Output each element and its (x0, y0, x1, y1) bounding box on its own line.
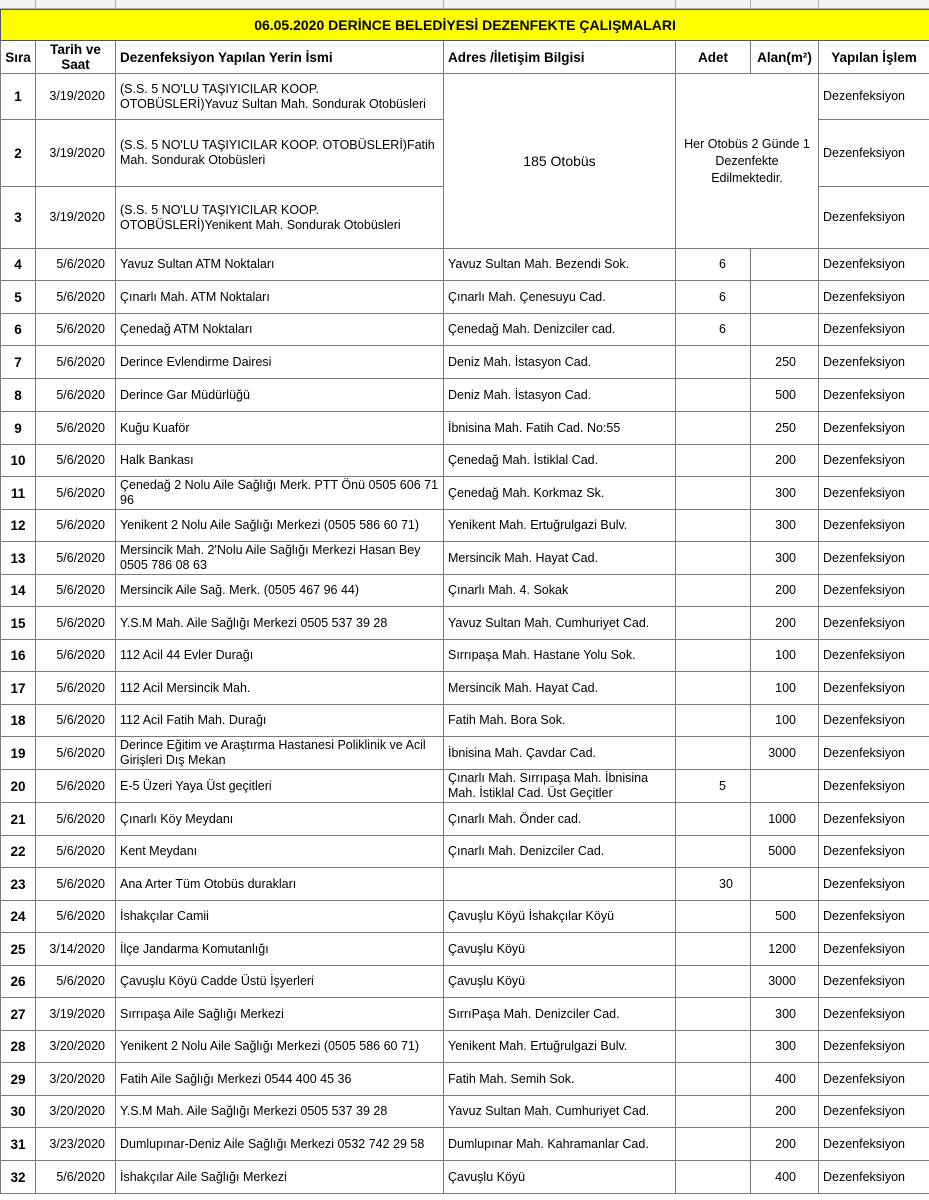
cell-sira: 19 (1, 737, 36, 770)
header-row (1, 41, 929, 74)
top-grid-strip (0, 0, 929, 9)
cell-islem: Dezenfeksiyon (819, 281, 929, 314)
cell-alan: 400 (751, 1161, 819, 1194)
cell-adet (676, 412, 751, 445)
cell-sira: 21 (1, 803, 36, 836)
cell-adres: Çavuşlu Köyü (444, 966, 676, 998)
cell-adres: Fatih Mah. Bora Sok. (444, 705, 676, 737)
cell-alan (751, 281, 819, 314)
cell-sira: 10 (1, 445, 36, 477)
cell-yer: 112 Acil Fatih Mah. Durağı (116, 705, 444, 737)
cell-adres: Fatih Mah. Semih Sok. (444, 1063, 676, 1096)
cell-adres-merged: 185 Otobüs (444, 74, 676, 249)
cell-adet-alan-merged: Her Otobüs 2 Günde 1 Dezenfekte Edilmektedir. (676, 74, 819, 249)
cell-adres: Çınarlı Mah. Sırrıpaşa Mah. İbnisina Mah. İstiklal Cad. Üst Geçitler (444, 770, 676, 803)
cell-alan: 300 (751, 477, 819, 510)
cell-adet (676, 1031, 751, 1063)
cell-islem: Dezenfeksiyon (819, 477, 929, 510)
cell-tarih: 3/20/2020 (36, 1096, 116, 1128)
cell-yer: Çavuşlu Köyü Cadde Üstü İşyerleri (116, 966, 444, 998)
cell-adres: Yavuz Sultan Mah. Cumhuriyet Cad. (444, 1096, 676, 1128)
table-row (1, 445, 929, 477)
cell-tarih: 5/6/2020 (36, 966, 116, 998)
cell-adet (676, 1128, 751, 1161)
table-row (1, 74, 929, 120)
cell-sira: 25 (1, 933, 36, 966)
cell-adet (676, 933, 751, 966)
header-alan: Alan(m²) (751, 41, 819, 74)
cell-islem: Dezenfeksiyon (819, 836, 929, 868)
cell-sira: 15 (1, 607, 36, 640)
cell-islem: Dezenfeksiyon (819, 737, 929, 770)
cell-adet (676, 901, 751, 933)
cell-tarih: 5/6/2020 (36, 510, 116, 542)
cell-tarih: 3/19/2020 (36, 998, 116, 1031)
cell-adres: Sırrıpaşa Mah. Hastane Yolu Sok. (444, 640, 676, 672)
cell-adet (676, 1063, 751, 1096)
cell-yer: Halk Bankası (116, 445, 444, 477)
table-row (1, 901, 929, 933)
table-body (1, 74, 929, 1194)
table-row (1, 346, 929, 379)
header-adet: Adet (676, 41, 751, 74)
table-row (1, 705, 929, 737)
cell-adres: Çınarlı Mah. Denizciler Cad. (444, 836, 676, 868)
cell-tarih: 3/19/2020 (36, 187, 116, 249)
table-row (1, 1096, 929, 1128)
table-row (1, 542, 929, 575)
cell-adet (676, 998, 751, 1031)
cell-sira: 8 (1, 379, 36, 412)
cell-sira: 23 (1, 868, 36, 901)
cell-adres: Deniz Mah. İstasyon Cad. (444, 379, 676, 412)
cell-yer: Çenedağ 2 Nolu Aile Sağlığı Merk. PTT Önü 0505 606 71 96 (116, 477, 444, 510)
cell-yer: Ana Arter Tüm Otobüs durakları (116, 868, 444, 901)
cell-islem: Dezenfeksiyon (819, 1128, 929, 1161)
cell-islem: Dezenfeksiyon (819, 314, 929, 346)
cell-yer: Derince Gar Müdürlüğü (116, 379, 444, 412)
cell-adet (676, 607, 751, 640)
table-row (1, 1128, 929, 1161)
cell-sira: 16 (1, 640, 36, 672)
cell-alan: 200 (751, 575, 819, 607)
cell-tarih: 5/6/2020 (36, 249, 116, 281)
table-row (1, 1031, 929, 1063)
cell-adres: Yavuz Sultan Mah. Cumhuriyet Cad. (444, 607, 676, 640)
cell-adres: SırrıPaşa Mah. Denizciler Cad. (444, 998, 676, 1031)
cell-islem: Dezenfeksiyon (819, 249, 929, 281)
cell-alan: 100 (751, 640, 819, 672)
cell-islem: Dezenfeksiyon (819, 74, 929, 120)
cell-sira: 6 (1, 314, 36, 346)
table-row (1, 281, 929, 314)
cell-alan: 3000 (751, 737, 819, 770)
table-row (1, 933, 929, 966)
cell-alan (751, 249, 819, 281)
cell-adet (676, 836, 751, 868)
cell-tarih: 5/6/2020 (36, 705, 116, 737)
cell-adet (676, 379, 751, 412)
cell-alan: 200 (751, 1128, 819, 1161)
cell-yer: Y.S.M Mah. Aile Sağlığı Merkezi 0505 537 39 28 (116, 1096, 444, 1128)
cell-islem: Dezenfeksiyon (819, 607, 929, 640)
cell-tarih: 5/6/2020 (36, 640, 116, 672)
cell-tarih: 3/14/2020 (36, 933, 116, 966)
cell-tarih: 5/6/2020 (36, 836, 116, 868)
cell-tarih: 5/6/2020 (36, 445, 116, 477)
cell-adet (676, 1096, 751, 1128)
table-row (1, 998, 929, 1031)
table-row (1, 868, 929, 901)
cell-tarih: 5/6/2020 (36, 868, 116, 901)
cell-tarih: 5/6/2020 (36, 672, 116, 705)
cell-adres: Yavuz Sultan Mah. Bezendi Sok. (444, 249, 676, 281)
cell-islem: Dezenfeksiyon (819, 1063, 929, 1096)
cell-sira: 24 (1, 901, 36, 933)
header-adres: Adres /İletişim Bilgisi (444, 41, 676, 74)
cell-adres: Mersincik Mah. Hayat Cad. (444, 672, 676, 705)
cell-adet (676, 640, 751, 672)
table-row (1, 836, 929, 868)
cell-islem: Dezenfeksiyon (819, 120, 929, 187)
cell-islem: Dezenfeksiyon (819, 379, 929, 412)
cell-tarih: 3/20/2020 (36, 1031, 116, 1063)
cell-sira: 28 (1, 1031, 36, 1063)
cell-adet (676, 477, 751, 510)
title-row (1, 10, 929, 41)
cell-sira: 3 (1, 187, 36, 249)
cell-tarih: 5/6/2020 (36, 346, 116, 379)
cell-sira: 22 (1, 836, 36, 868)
cell-tarih: 5/6/2020 (36, 803, 116, 836)
cell-alan: 1000 (751, 803, 819, 836)
cell-yer: Kuğu Kuaför (116, 412, 444, 445)
cell-sira: 31 (1, 1128, 36, 1161)
table-row (1, 314, 929, 346)
cell-sira: 29 (1, 1063, 36, 1096)
cell-yer: Yenikent 2 Nolu Aile Sağlığı Merkezi (0505 586 60 71) (116, 510, 444, 542)
table-row (1, 1063, 929, 1096)
cell-yer: Kent Meydanı (116, 836, 444, 868)
cell-adres: Çenedağ Mah. Korkmaz Sk. (444, 477, 676, 510)
disinfection-table (0, 9, 929, 1194)
cell-alan: 250 (751, 346, 819, 379)
cell-tarih: 5/6/2020 (36, 379, 116, 412)
cell-yer: Derince Evlendirme Dairesi (116, 346, 444, 379)
cell-alan: 300 (751, 1031, 819, 1063)
cell-islem: Dezenfeksiyon (819, 1096, 929, 1128)
cell-adres: Çenedağ Mah. İstiklal Cad. (444, 445, 676, 477)
table-row (1, 379, 929, 412)
cell-yer: 112 Acil 44 Evler Durağı (116, 640, 444, 672)
cell-adres: Çavuşlu Köyü (444, 933, 676, 966)
cell-adres: Çavuşlu Köyü (444, 1161, 676, 1194)
cell-islem: Dezenfeksiyon (819, 412, 929, 445)
cell-yer: (S.S. 5 NO'LU TAŞIYICILAR KOOP. OTOBÜSLERİ)Yavuz Sultan Mah. Sondurak Otobüsleri (116, 74, 444, 120)
cell-adres: Yenikent Mah. Ertuğrulgazi Bulv. (444, 510, 676, 542)
cell-islem: Dezenfeksiyon (819, 933, 929, 966)
header-tarih: Tarih ve Saat (36, 41, 116, 74)
cell-sira: 1 (1, 74, 36, 120)
cell-adet (676, 1161, 751, 1194)
cell-islem: Dezenfeksiyon (819, 510, 929, 542)
cell-sira: 11 (1, 477, 36, 510)
cell-adres: Mersincik Mah. Hayat Cad. (444, 542, 676, 575)
cell-sira: 5 (1, 281, 36, 314)
cell-alan: 5000 (751, 836, 819, 868)
cell-islem: Dezenfeksiyon (819, 445, 929, 477)
cell-adet (676, 737, 751, 770)
cell-alan (751, 314, 819, 346)
cell-yer: Çınarlı Mah. ATM Noktaları (116, 281, 444, 314)
cell-yer: 112 Acil Mersincik Mah. (116, 672, 444, 705)
cell-yer: Yenikent 2 Nolu Aile Sağlığı Merkezi (0505 586 60 71) (116, 1031, 444, 1063)
cell-yer: Mersincik Mah. 2'Nolu Aile Sağlığı Merkezi Hasan Bey 0505 786 08 63 (116, 542, 444, 575)
table-row (1, 477, 929, 510)
cell-adres (444, 868, 676, 901)
cell-tarih: 5/6/2020 (36, 542, 116, 575)
cell-islem: Dezenfeksiyon (819, 672, 929, 705)
cell-yer: Fatih Aile Sağlığı Merkezi 0544 400 45 36 (116, 1063, 444, 1096)
cell-adet (676, 542, 751, 575)
cell-alan: 200 (751, 607, 819, 640)
cell-alan: 500 (751, 901, 819, 933)
cell-alan: 200 (751, 445, 819, 477)
cell-sira: 17 (1, 672, 36, 705)
cell-islem: Dezenfeksiyon (819, 1161, 929, 1194)
cell-adres: Çavuşlu Köyü İshakçılar Köyü (444, 901, 676, 933)
cell-adet (676, 705, 751, 737)
cell-islem: Dezenfeksiyon (819, 575, 929, 607)
sheet-title: 06.05.2020 DERİNCE BELEDİYESİ DEZENFEKTE ÇALIŞMALARI (1, 10, 929, 41)
cell-sira: 13 (1, 542, 36, 575)
table-row (1, 640, 929, 672)
cell-alan: 3000 (751, 966, 819, 998)
cell-adres: İbnisina Mah. Fatih Cad. No:55 (444, 412, 676, 445)
cell-sira: 12 (1, 510, 36, 542)
cell-alan: 1200 (751, 933, 819, 966)
cell-sira: 7 (1, 346, 36, 379)
cell-alan: 300 (751, 510, 819, 542)
cell-sira: 20 (1, 770, 36, 803)
cell-yer: Çenedağ ATM Noktaları (116, 314, 444, 346)
cell-yer: İshakçılar Camii (116, 901, 444, 933)
cell-adres: Çenedağ Mah. Denizciler cad. (444, 314, 676, 346)
cell-adet (676, 966, 751, 998)
cell-alan (751, 868, 819, 901)
cell-yer: (S.S. 5 NO'LU TAŞIYICILAR KOOP. OTOBÜSLERİ)Fatih Mah. Sondurak Otobüsleri (116, 120, 444, 187)
cell-alan: 100 (751, 672, 819, 705)
cell-islem: Dezenfeksiyon (819, 1031, 929, 1063)
cell-alan: 500 (751, 379, 819, 412)
cell-yer: Y.S.M Mah. Aile Sağlığı Merkezi 0505 537 39 28 (116, 607, 444, 640)
cell-tarih: 5/6/2020 (36, 737, 116, 770)
cell-adres: Deniz Mah. İstasyon Cad. (444, 346, 676, 379)
cell-adet (676, 510, 751, 542)
cell-yer: Mersincik Aile Sağ. Merk. (0505 467 96 44) (116, 575, 444, 607)
header-yer: Dezenfeksiyon Yapılan Yerin İsmi (116, 41, 444, 74)
cell-tarih: 5/6/2020 (36, 770, 116, 803)
cell-alan: 100 (751, 705, 819, 737)
cell-adet: 30 (676, 868, 751, 901)
cell-tarih: 5/6/2020 (36, 575, 116, 607)
cell-sira: 9 (1, 412, 36, 445)
cell-sira: 32 (1, 1161, 36, 1194)
cell-islem: Dezenfeksiyon (819, 187, 929, 249)
cell-tarih: 5/6/2020 (36, 314, 116, 346)
cell-adet (676, 445, 751, 477)
cell-adres: Çınarlı Mah. 4. Sokak (444, 575, 676, 607)
table-row (1, 672, 929, 705)
cell-adet: 5 (676, 770, 751, 803)
cell-yer: (S.S. 5 NO'LU TAŞIYICILAR KOOP. OTOBÜSLERİ)Yenikent Mah. Sondurak Otobüsleri (116, 187, 444, 249)
cell-adet (676, 346, 751, 379)
table-row (1, 412, 929, 445)
cell-adet: 6 (676, 314, 751, 346)
cell-adet: 6 (676, 249, 751, 281)
cell-sira: 30 (1, 1096, 36, 1128)
cell-sira: 2 (1, 120, 36, 187)
cell-sira: 14 (1, 575, 36, 607)
cell-alan: 200 (751, 1096, 819, 1128)
table-row (1, 966, 929, 998)
cell-islem: Dezenfeksiyon (819, 640, 929, 672)
cell-alan: 400 (751, 1063, 819, 1096)
cell-yer: Dumlupınar-Deniz Aile Sağlığı Merkezi 0532 742 29 58 (116, 1128, 444, 1161)
cell-yer: Derince Eğitim ve Araştırma Hastanesi Poliklinik ve Acil Girişleri Dış Mekan (116, 737, 444, 770)
cell-yer: İlçe Jandarma Komutanlığı (116, 933, 444, 966)
cell-sira: 18 (1, 705, 36, 737)
cell-islem: Dezenfeksiyon (819, 901, 929, 933)
cell-yer: İshakçılar Aile Sağlığı Merkezi (116, 1161, 444, 1194)
cell-islem: Dezenfeksiyon (819, 803, 929, 836)
cell-islem: Dezenfeksiyon (819, 770, 929, 803)
cell-tarih: 5/6/2020 (36, 477, 116, 510)
cell-tarih: 5/6/2020 (36, 901, 116, 933)
cell-tarih: 3/20/2020 (36, 1063, 116, 1096)
cell-adres: Yenikent Mah. Ertuğrulgazi Bulv. (444, 1031, 676, 1063)
cell-islem: Dezenfeksiyon (819, 705, 929, 737)
cell-adres: Çınarlı Mah. Önder cad. (444, 803, 676, 836)
cell-islem: Dezenfeksiyon (819, 868, 929, 901)
cell-tarih: 5/6/2020 (36, 607, 116, 640)
cell-alan: 300 (751, 998, 819, 1031)
cell-adet: 6 (676, 281, 751, 314)
cell-alan: 300 (751, 542, 819, 575)
cell-islem: Dezenfeksiyon (819, 998, 929, 1031)
header-islem: Yapılan İşlem (819, 41, 929, 74)
cell-islem: Dezenfeksiyon (819, 966, 929, 998)
cell-alan (751, 770, 819, 803)
table-row (1, 770, 929, 803)
cell-tarih: 5/6/2020 (36, 281, 116, 314)
cell-alan: 250 (751, 412, 819, 445)
header-sira: Sıra (1, 41, 36, 74)
cell-yer: Çınarlı Köy Meydanı (116, 803, 444, 836)
cell-islem: Dezenfeksiyon (819, 346, 929, 379)
table-row (1, 607, 929, 640)
cell-adet (676, 803, 751, 836)
cell-yer: Yavuz Sultan ATM Noktaları (116, 249, 444, 281)
cell-adres: Çınarlı Mah. Çenesuyu Cad. (444, 281, 676, 314)
table-row (1, 737, 929, 770)
cell-adet (676, 672, 751, 705)
cell-yer: Sırrıpaşa Aile Sağlığı Merkezi (116, 998, 444, 1031)
cell-yer: E-5 Üzeri Yaya Üst geçitleri (116, 770, 444, 803)
cell-tarih: 3/19/2020 (36, 74, 116, 120)
table-row (1, 510, 929, 542)
table-row (1, 1161, 929, 1194)
cell-tarih: 5/6/2020 (36, 1161, 116, 1194)
cell-adres: Dumlupınar Mah. Kahramanlar Cad. (444, 1128, 676, 1161)
cell-islem: Dezenfeksiyon (819, 542, 929, 575)
cell-adres: İbnisina Mah. Çavdar Cad. (444, 737, 676, 770)
cell-sira: 27 (1, 998, 36, 1031)
cell-tarih: 3/23/2020 (36, 1128, 116, 1161)
cell-sira: 26 (1, 966, 36, 998)
table-row (1, 803, 929, 836)
cell-adet (676, 575, 751, 607)
cell-sira: 4 (1, 249, 36, 281)
table-row (1, 249, 929, 281)
table-row (1, 575, 929, 607)
cell-tarih: 3/19/2020 (36, 120, 116, 187)
cell-tarih: 5/6/2020 (36, 412, 116, 445)
